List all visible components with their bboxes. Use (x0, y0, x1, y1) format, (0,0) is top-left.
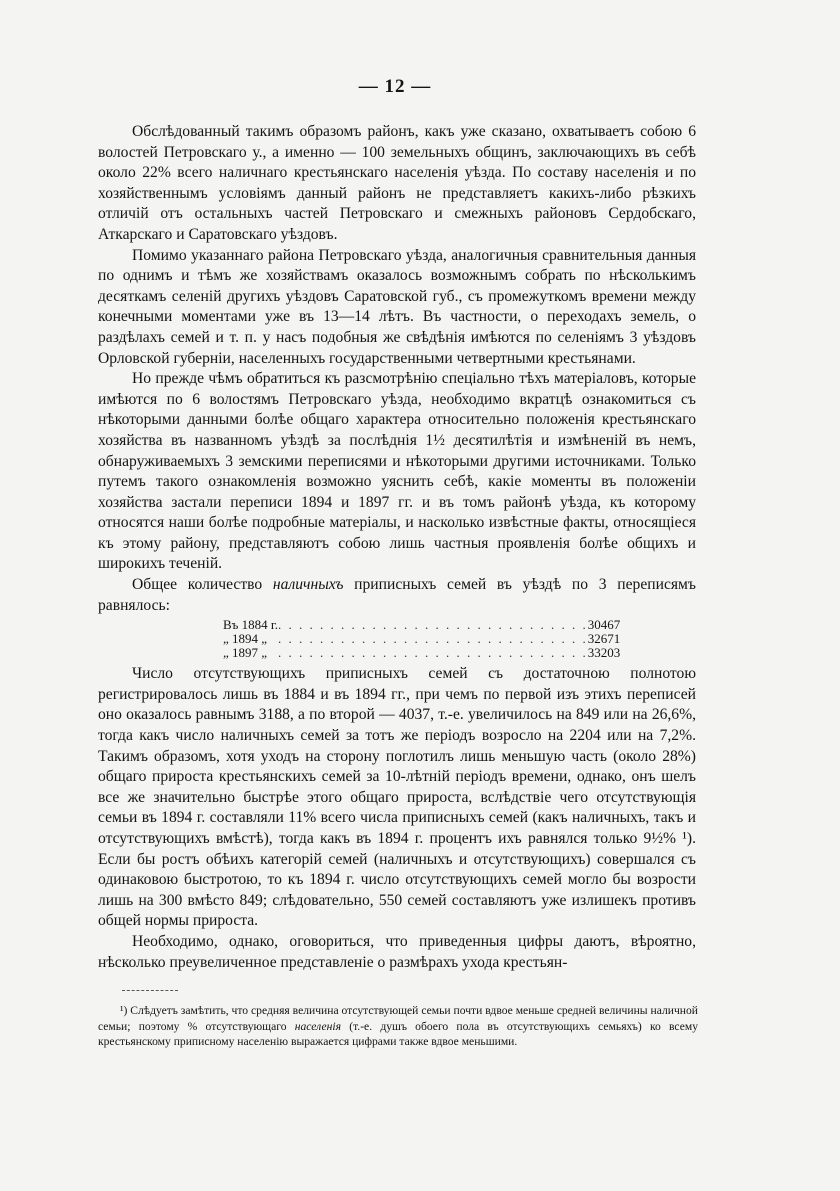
census-value: 32671 (587, 631, 621, 647)
footnote-separator (122, 990, 178, 991)
census-row (223, 646, 620, 660)
paragraph-2: Помимо указаннаго района Петровскаго уѣзда, аналогичныя сравнительныя данныя по однимъ и тѣмъ же хозяйствамъ оказалось возможнымъ собрать по нѣсколькимъ десяткамъ селеній другихъ уѣздовъ Саратовской губ., съ промежуткомъ времени между конечными моментами уже въ 13—14 лѣтъ. Въ частности, о переходахъ земель, о раздѣлахъ семей и т. п. у насъ подобныя же свѣдѣнія имѣются по селеніямъ 3 уѣздовъ Орловской губерніи, населенныхъ государственными четвертными крестьянами. (98, 246, 696, 367)
paragraph-3: Но прежде чѣмъ обратиться къ разсмотрѣнію спеціально тѣхъ матеріаловъ, которые имѣются по 6 волостямъ Петровскаго уѣзда, необходимо вкратцѣ ознакомиться съ нѣкоторыми данными болѣе общаго характера относительно положенія крестьянскаго хозяйства въ названномъ уѣздѣ за послѣднія 1½ десятилѣтія и измѣненій въ немъ, обнаруживаемыхъ 3 земскими переписями и нѣкоторыми другими источниками. Только путемъ такого ознакомленія возможно уяснить себѣ, какіе моменты въ положеніи хозяйства застали переписи 1894 и 1897 гг. и въ томъ районѣ уѣзда, къ которому относятся наши болѣе подробные матеріалы, и насколько извѣстные факты, относящіеся къ этому району, представляютъ собою лишь частныя проявленія болѣе общихъ и широкихъ теченій. (98, 370, 696, 573)
census-year: „ 1894 „ (223, 631, 268, 647)
footnote-text-before: ¹) Слѣдуетъ замѣтить, что средняя величина отсутствующей семьи почти вдвое меньше средней величины наличной семьи; поэтому % отсутствующаго (98, 1004, 698, 1033)
census-leader-dots: . . . . . . . . . . . . . . . . . . . . . . . . . . . . . . (278, 632, 588, 647)
census-value: 30467 (587, 617, 621, 633)
paragraph-last: Необходимо, однако, оговориться, что приведенныя цифры даютъ, вѣроятно, нѣсколько преувеличенное представленіе о размѣрахъ ухода крестьян- (98, 932, 696, 971)
paragraph-absent-families: Число отсутствующихъ приписныхъ семей съ достаточною полнотою регистрировалось лишь въ 1884 и въ 1894 гг., при чемъ по первой изъ этихъ переписей оно оказалось равнымъ 3188, а по второй — 4037, т.-е. увеличилось на 849 или на 26,6%, тогда какъ число наличныхъ семей за тотъ же періодъ возросло на 2204 или на 7,2%. Такимъ образомъ, хотя уходъ на сторону поглотилъ лишь меньшую часть (около 28%) общаго прироста крестьянскихъ семей за 10-лѣтній періодъ времени, однако, онъ шелъ все же значительно быстрѣе этого общаго прироста, вслѣдствіе чего отсутствующія семьи въ 1894 г. составляли 11% всего числа приписныхъ семей (какъ наличныхъ, такъ и отсутствующихъ вмѣстѣ), тогда какъ въ 1894 г. процентъ ихъ равнялся только 9½% ¹). Если бы ростъ обѣихъ категорій семей (наличныхъ и отсутствующихъ) совершался съ одинаковою быстротою, то къ 1894 г. число отсутствующихъ семей могло бы возрости лишь на 300 вмѣсто 849; слѣдовательно, 550 семей составляютъ уже излишекъ противъ общей нормы прироста. (98, 665, 696, 930)
main-text (98, 122, 696, 973)
census-table (223, 618, 620, 660)
census-intro-after: приписныхъ семей въ уѣздѣ по 3 переписямъ равнялось: (98, 576, 696, 614)
census-value: 33203 (587, 645, 621, 661)
census-intro-before: Общее количество (132, 576, 263, 594)
paragraph-1: Обслѣдованный такимъ образомъ районъ, какъ уже сказано, охватываетъ собою 6 волостей Петровскаго у., а именно — 100 земельныхъ общинъ, заключающихъ въ себѣ около 22% всего наличнаго крестьянскаго населенія уѣзда. По составу населенія и по хозяйственнымъ условіямъ данный районъ не представляетъ какихъ-либо рѣзкихъ отличій отъ остальныхъ частей Петровскаго и смежныхъ районовъ Сердобскаго, Аткарскаго и Саратовскаго уѣздовъ. (98, 123, 696, 243)
census-intro (98, 575, 696, 616)
census-row (223, 632, 620, 646)
census-year: Въ 1884 г. (223, 617, 279, 633)
footnote-text-after: (т.-е. душъ обоего пола въ отсутствующихъ семьяхъ) ко всему крестьянскому приписному населенію выражается цифрами также вдвое меньшими. (98, 1019, 699, 1048)
footnote-text-italic: населенія (294, 1019, 341, 1033)
census-leader-dots: . . . . . . . . . . . . . . . . . . . . . . . . . . . . . . (278, 646, 588, 661)
census-year: „ 1897 „ (223, 645, 268, 661)
page-number: — 12 — (358, 76, 432, 97)
census-intro-italic: наличныхъ (272, 576, 344, 594)
census-leader-dots: . . . . . . . . . . . . . . . . . . . . . . . . . . . . . . (278, 618, 588, 633)
census-row (223, 618, 620, 632)
footnote (98, 1003, 698, 1050)
